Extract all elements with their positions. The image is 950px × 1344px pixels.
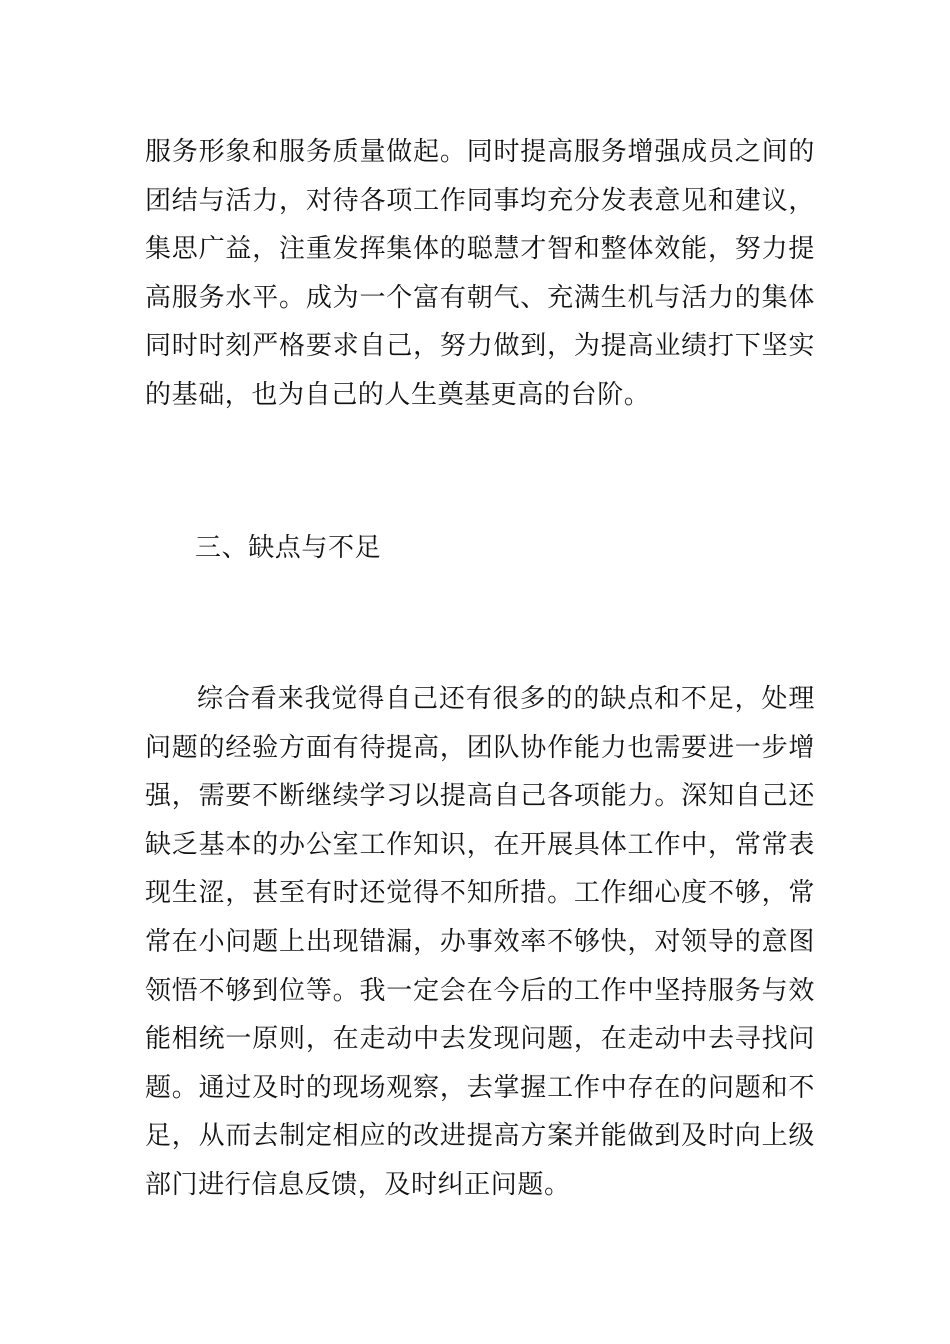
section-heading: 三、缺点与不足 xyxy=(195,533,382,563)
body-paragraph-shortcomings: 综合看来我觉得自己还有很多的的缺点和不足，处理问题的经验方面有待提高，团队协作能力也需要进一步增强，需要不断继续学习以提高自己各项能力。深知自己还缺乏基本的办公室工作知识，在开展具体工作中，常常表现生涩，甚至有时还觉得不知所措。工作细心度不够，常常在小问题上出现错漏，办事效率不够快，对领导的意图领悟不够到位等。我一定会在今后的工作中坚持服务与效能相统一原则，在走动中去发现问题，在走动中去寻找问题。通过及时的现场观察，去掌握工作中存在的问题和不足，从而去制定相应的改进提高方案并能做到及时向上级部门进行信息反馈，及时纠正问题。 xyxy=(145,684,815,1200)
body-paragraph-continuation: 服务形象和服务质量做起。同时提高服务增强成员之间的团结与活力，对待各项工作同事均充分发表意见和建议，集思广益，注重发挥集体的聪慧才智和整体效能，努力提高服务水平。成为一个富有朝气、充满生机与活力的集体同时时刻严格要求自己，努力做到，为提高业绩打下坚实的基础，也为自己的人生奠基更高的台阶。 xyxy=(145,137,815,410)
